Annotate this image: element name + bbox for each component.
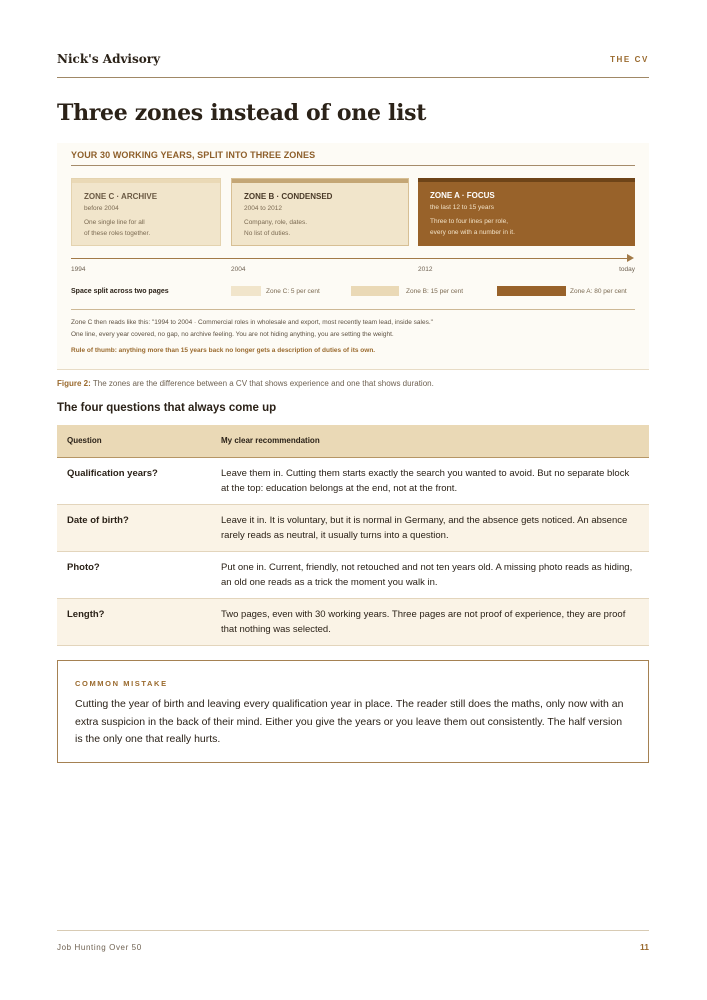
rule-of-thumb: Rule of thumb: anything more than 15 years back no longer gets a description of duties of its own.: [71, 347, 376, 354]
question-cell: Length?: [57, 598, 211, 645]
zone-c-box: [71, 178, 221, 246]
figure-note-line-1: Zone C then reads like this: "1994 to 2004 · Commercial roles in wholesale and export, most recently team lead, inside sales.": [71, 319, 433, 326]
caption-text: The zones are the difference between a CV that shows experience and one that shows duration.: [90, 379, 434, 388]
zone-b-desc-line-1: Company, role, dates.: [244, 219, 308, 226]
answer-cell: Two pages, even with 30 working years. Three pages are not proof of experience, they are proof that nothing was selected.: [211, 598, 649, 645]
zone-b-desc-line-2: No list of duties.: [244, 230, 291, 237]
split-note-zone-b: Zone B: 15 per cent: [406, 288, 464, 295]
timeline-line: [71, 258, 631, 259]
section-subheading: The four questions that always come up: [57, 402, 277, 414]
zone-a-box: [418, 178, 635, 246]
page-header: [57, 52, 649, 78]
zone-b-period: 2004 to 2012: [244, 205, 282, 212]
split-note-zone-a: Zone A: 80 per cent: [570, 288, 627, 295]
caption-label: Figure 2:: [57, 379, 91, 388]
zone-b-bar: [232, 179, 408, 183]
column-header-question: Question: [57, 425, 211, 457]
table-row: [57, 598, 649, 645]
split-bar-zone-a: [497, 286, 566, 296]
answer-cell: Put one in. Current, friendly, not retouched and not ten years old. A missing photo reads as hiding, an old one reads as a trick the moment you walk in.: [211, 551, 649, 598]
split-note-zone-c: Zone C: 5 per cent: [266, 288, 320, 295]
zone-a-desc-line-2: every one with a number in it.: [430, 229, 515, 236]
column-header-recommendation: My clear recommendation: [211, 425, 649, 457]
page-title: Three zones instead of one list: [57, 100, 427, 126]
answer-cell: Leave them in. Cutting them starts exactly the search you wanted to avoid. But no separate block at the top: education belongs at the end, not at the front.: [211, 457, 649, 504]
zone-a-period: the last 12 to 15 years: [430, 204, 494, 211]
table-header-row: [57, 425, 649, 457]
zone-b-name: ZONE B · CONDENSED: [244, 192, 333, 201]
zone-c-bar: [72, 179, 220, 183]
figure-note: [71, 317, 433, 341]
callout-label: COMMON MISTAKE: [75, 679, 168, 688]
zone-a-bar: [418, 178, 635, 182]
questions-table: [57, 425, 649, 646]
table-row: [57, 551, 649, 598]
zone-c-desc-line-2: of these roles together.: [84, 230, 151, 237]
figure-caption: [57, 379, 434, 388]
footer-book-title: Job Hunting Over 50: [57, 943, 142, 952]
figure-note-line-2: One line, every year covered, no gap, no archive feeling. You are not hiding anything, you are setting the weight.: [71, 331, 394, 338]
page-number: 11: [640, 942, 649, 952]
common-mistake-callout: [57, 660, 649, 763]
timeline-arrow-icon: [627, 254, 634, 262]
figure-title-divider: [71, 165, 635, 166]
tick-1994: 1994: [71, 266, 86, 273]
zones-figure: [57, 143, 649, 370]
footer-divider: [57, 930, 649, 931]
brand-name: Nick's Advisory: [57, 52, 161, 66]
figure-title: YOUR 30 WORKING YEARS, SPLIT INTO THREE ZONES: [71, 150, 316, 160]
callout-text: Cutting the year of birth and leaving every qualification year in place. The reader still does the maths, only now with an extra suspicion in the back of their mind. Either you give the years or you leave them out consistently. The half version is the only one that really hurts.: [75, 698, 624, 745]
question-cell: Date of birth?: [57, 504, 211, 551]
zone-a-name: ZONE A · FOCUS: [430, 191, 495, 200]
section-label: THE CV: [610, 55, 649, 64]
zone-c-name: ZONE C · ARCHIVE: [84, 192, 158, 201]
answer-cell: Leave it in. It is voluntary, but it is normal in Germany, and the absence gets noticed. An absence rarely reads as neutral, it usually turns into a question.: [211, 504, 649, 551]
table-row: [57, 457, 649, 504]
split-label: Space split across two pages: [71, 288, 169, 295]
table-row: [57, 504, 649, 551]
tick-2004: 2004: [231, 266, 246, 273]
zone-a-desc-line-1: Three to four lines per role,: [430, 218, 509, 225]
zone-c-period: before 2004: [84, 205, 119, 212]
question-cell: Qualification years?: [57, 457, 211, 504]
split-bar-zone-c: [231, 286, 261, 296]
split-bar-zone-b: [351, 286, 399, 296]
tick-today: today: [619, 266, 635, 273]
tick-2012: 2012: [418, 266, 433, 273]
figure-note-divider: [71, 309, 635, 310]
zone-c-desc-line-1: One single line for all: [84, 219, 145, 226]
question-cell: Photo?: [57, 551, 211, 598]
zone-b-box: [231, 178, 409, 246]
